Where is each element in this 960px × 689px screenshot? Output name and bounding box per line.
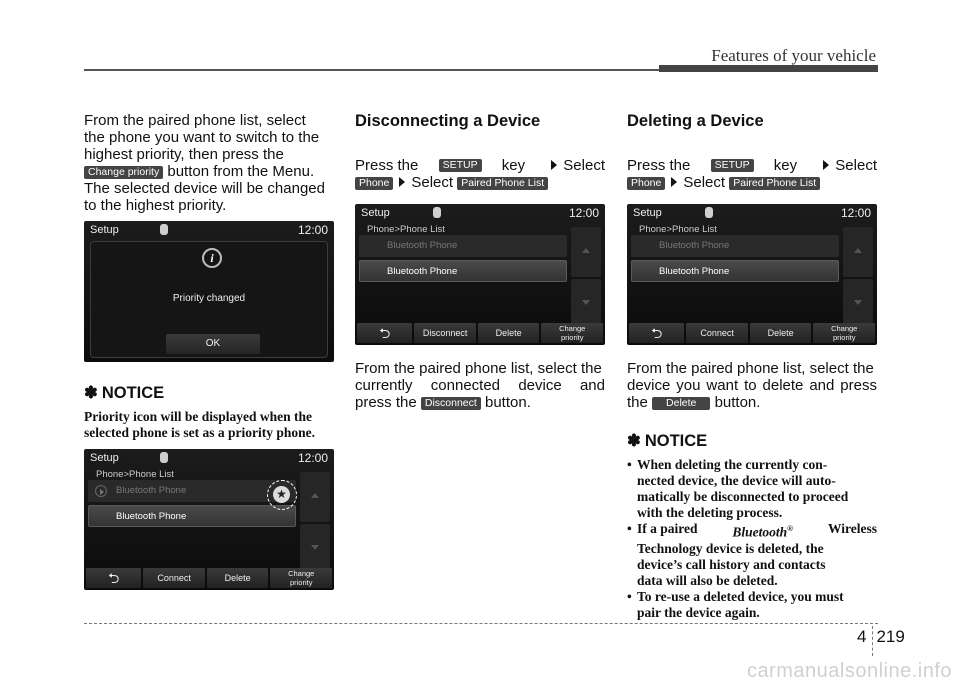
- text-line: [355, 174, 605, 191]
- text-line: the phone you want to switch to the: [84, 129, 320, 146]
- screen-clock: 12:00: [297, 451, 328, 465]
- notice-list: [627, 457, 877, 621]
- delete-button[interactable]: Delete: [750, 323, 812, 343]
- bluetooth-icon: [433, 207, 441, 218]
- button-label: priority: [832, 333, 856, 342]
- screen-clock: 12:00: [297, 223, 328, 237]
- change-priority-button-label: Change priority: [84, 166, 163, 179]
- column-3: [627, 112, 877, 191]
- priority-paragraph: [84, 112, 334, 214]
- screen-clock: 12:00: [568, 206, 599, 220]
- delete-button[interactable]: Delete: [207, 568, 269, 588]
- text-line: pair the device again.: [637, 604, 760, 620]
- section-heading: Disconnecting a Device: [355, 112, 541, 130]
- text-fragment: Press the: [355, 157, 419, 174]
- text-fragment: Select: [411, 174, 454, 191]
- text-line: matically be disconnected to proceed: [637, 489, 849, 504]
- bluetooth-icon: [160, 452, 168, 463]
- scroll-up-button[interactable]: [300, 472, 330, 522]
- delete-block: [627, 360, 877, 621]
- disconnect-button-label: Disconnect: [421, 397, 481, 410]
- screen-menu: [355, 323, 605, 345]
- text-fragment: Press the: [627, 157, 691, 174]
- text-fragment: [817, 157, 877, 174]
- scroll-down-button[interactable]: [300, 524, 330, 574]
- disconnect-paragraph-block: [355, 360, 605, 411]
- watermark: carmanualsonline.info: [746, 660, 952, 682]
- text-line: Priority icon will be displayed when the: [84, 409, 313, 424]
- list-item-selected[interactable]: [88, 505, 296, 527]
- popup-message: Priority changed: [172, 293, 246, 304]
- scroll-down-button[interactable]: [571, 279, 601, 329]
- text-fragment: the: [627, 394, 648, 411]
- disconnect-paragraph: [355, 360, 605, 411]
- arrow-right-icon: [671, 177, 677, 187]
- back-button[interactable]: ⮌: [357, 323, 412, 343]
- text-line: From the paired phone list, select the: [627, 360, 874, 377]
- text-fragment: Select: [835, 157, 877, 174]
- page-number: [857, 627, 905, 647]
- header-bar: [659, 65, 878, 72]
- text-line: [627, 394, 877, 411]
- screen-title: Setup: [90, 452, 119, 464]
- screen-status-bar: [355, 204, 605, 222]
- text-line: highest priority, then press the: [84, 146, 284, 163]
- screen-status-bar: [84, 449, 334, 467]
- text-line: [637, 521, 877, 541]
- connect-button[interactable]: Connect: [686, 323, 748, 343]
- text-fragment: Wireless: [827, 521, 877, 536]
- list-item-label: Bluetooth Phone: [387, 266, 458, 277]
- list-item-label: Bluetooth Phone: [659, 266, 730, 277]
- list-item[interactable]: [88, 480, 296, 502]
- notice-mark-icon: ✽: [84, 384, 98, 402]
- change-priority-button[interactable]: [541, 323, 603, 343]
- text-line: with the deleting process.: [637, 505, 783, 520]
- priority-popup: [90, 241, 328, 358]
- registered-mark: ®: [787, 524, 794, 533]
- text-line: From the paired phone list, select the: [355, 360, 602, 377]
- phone-menu-label: Phone: [355, 177, 393, 190]
- notice-heading: [627, 431, 877, 451]
- priority-indicator: [267, 480, 297, 510]
- connect-button[interactable]: Connect: [143, 568, 205, 588]
- change-priority-button[interactable]: [813, 323, 875, 343]
- section-heading: Deleting a Device: [627, 112, 764, 130]
- column-2: [355, 112, 605, 191]
- page-number-value: 219: [876, 627, 905, 646]
- disconnect-button[interactable]: Disconnect: [414, 323, 476, 343]
- play-icon: [95, 485, 107, 497]
- chapter-number: 4: [857, 627, 867, 646]
- screen-clock: 12:00: [840, 206, 871, 220]
- text-line: to the highest priority.: [84, 197, 227, 214]
- bluetooth-trademark: Bluetooth: [732, 524, 788, 540]
- back-button[interactable]: ⮌: [86, 568, 141, 588]
- scroll-down-button[interactable]: [843, 279, 873, 329]
- setup-key-label: SETUP: [439, 159, 482, 172]
- text-line: The selected device will be changed: [84, 180, 325, 197]
- text-fragment: [732, 521, 793, 541]
- text-line: [84, 163, 334, 180]
- list-item[interactable]: [359, 235, 567, 257]
- text-fragment: If a paired: [637, 521, 698, 536]
- change-priority-button[interactable]: [270, 568, 332, 588]
- back-button[interactable]: ⮌: [629, 323, 684, 343]
- instructions: [355, 157, 605, 191]
- notice-heading: [84, 383, 334, 403]
- list-item-label: Bluetooth Phone: [387, 240, 458, 251]
- text-fragment: button.: [485, 394, 531, 411]
- button-label: Change: [559, 324, 586, 333]
- list-item-label: Bluetooth Phone: [116, 485, 187, 496]
- text-line: To re-use a deleted device, you must: [637, 588, 844, 604]
- screen-status-bar: [627, 204, 877, 222]
- text-line: device’s call history and contacts: [637, 556, 826, 572]
- text-line: [627, 157, 877, 174]
- text-fragment: Select: [563, 157, 605, 174]
- screen-priority-changed: [84, 221, 334, 362]
- screen-delete: [627, 204, 877, 345]
- screen-title: Setup: [633, 207, 662, 219]
- list-item-selected[interactable]: [359, 260, 567, 282]
- scroll-up-button[interactable]: [571, 227, 601, 277]
- text-fragment: press the: [355, 394, 417, 411]
- screen-status-bar: [84, 221, 334, 239]
- button-label: priority: [289, 578, 313, 587]
- footer-rule: [84, 623, 878, 624]
- scroll-up-button[interactable]: [843, 227, 873, 277]
- screen-menu: [627, 323, 877, 345]
- text-fragment: [545, 157, 605, 174]
- notice-text: [84, 409, 334, 441]
- header-rule: [84, 69, 659, 71]
- notice-mark-icon: ✽: [627, 432, 641, 450]
- text-line: Technology device is deleted, the: [637, 540, 824, 556]
- text-line: data will also be deleted.: [637, 572, 778, 588]
- screen-menu: [84, 568, 334, 590]
- screen-title: Setup: [90, 224, 119, 236]
- list-item-selected[interactable]: [631, 260, 839, 282]
- text-fragment: key: [773, 157, 798, 174]
- notice-priority: [84, 383, 334, 441]
- delete-paragraph: [627, 360, 877, 411]
- text-fragment: Select: [683, 174, 726, 191]
- ok-button[interactable]: OK: [166, 334, 260, 354]
- text-fragment: button from the Menu.: [167, 163, 315, 180]
- text-line: [355, 394, 605, 411]
- screen-phone-list-priority: [84, 449, 334, 590]
- setup-key-label: SETUP: [711, 159, 754, 172]
- notice-bullet: [627, 521, 877, 589]
- bullet-dot: •: [627, 521, 632, 536]
- button-label: priority: [560, 333, 584, 342]
- instructions: [627, 157, 877, 191]
- screen-breadcrumb: Phone>Phone List: [367, 224, 445, 235]
- text-line: device you want to delete and press: [627, 377, 877, 394]
- info-icon: i: [202, 248, 222, 268]
- button-label: Change: [288, 569, 315, 578]
- screen-breadcrumb: Phone>Phone List: [639, 224, 717, 235]
- star-icon: ★: [273, 486, 290, 503]
- bullet-dot: •: [627, 457, 632, 472]
- phone-menu-label: Phone: [627, 177, 665, 190]
- delete-button[interactable]: Delete: [478, 323, 540, 343]
- bluetooth-icon: [705, 207, 713, 218]
- paired-phone-list-label: Paired Phone List: [457, 177, 548, 190]
- arrow-right-icon: [399, 177, 405, 187]
- column-1: [84, 112, 334, 214]
- notice-title: NOTICE: [644, 432, 708, 450]
- text-line: [355, 157, 605, 174]
- delete-button-label: Delete: [652, 397, 710, 410]
- text-line: selected phone is set as a priority phone.: [84, 425, 315, 440]
- arrow-right-icon: [551, 160, 557, 170]
- text-fragment: key: [501, 157, 526, 174]
- list-item-label: Bluetooth Phone: [116, 511, 187, 522]
- screen-disconnect: [355, 204, 605, 345]
- list-item[interactable]: [631, 235, 839, 257]
- text-fragment: button.: [714, 394, 761, 411]
- screen-title: Setup: [361, 207, 390, 219]
- notice-bullet: [627, 457, 877, 521]
- bullet-dot: •: [627, 588, 632, 604]
- text-line: From the paired phone list, select: [84, 112, 306, 129]
- text-line: [627, 174, 877, 191]
- button-label: Change: [831, 324, 858, 333]
- notice-bullet: [627, 589, 877, 621]
- arrow-right-icon: [823, 160, 829, 170]
- notice-title: NOTICE: [101, 384, 165, 402]
- header-title: Features of your vehicle: [711, 46, 876, 65]
- text-line: When deleting the currently con-: [637, 457, 828, 472]
- text-line: currently connected device and: [355, 377, 605, 394]
- text-line: nected device, the device will auto-: [637, 473, 836, 488]
- paired-phone-list-label: Paired Phone List: [729, 177, 820, 190]
- list-item-label: Bluetooth Phone: [659, 240, 730, 251]
- bluetooth-icon: [160, 224, 168, 235]
- screen-breadcrumb: Phone>Phone List: [96, 469, 174, 480]
